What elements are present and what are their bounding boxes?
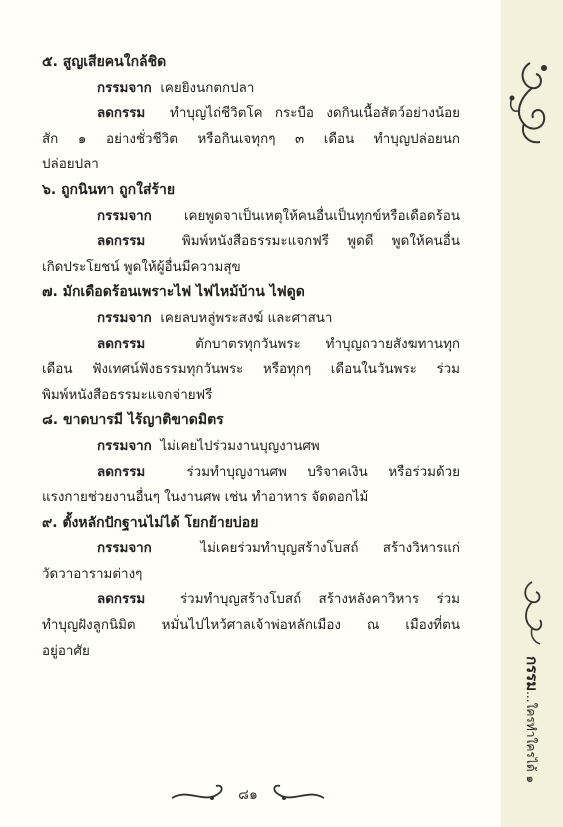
remedy-text: พิมพ์หนังสือธรรมะแจกฟรี พูดดี พูดให้คนอื่น — [181, 234, 460, 250]
cause-label: กรรมจาก — [97, 80, 152, 96]
flourish-ornament-icon — [500, 58, 560, 148]
cause-text: ไม่เคยไปร่วมงานบุญงานศพ — [160, 438, 320, 454]
cause-text: เคยลบหลู่พระสงฆ์ และศาสนา — [160, 310, 333, 326]
cause-text: ไม่เคยร่วมทำบุญสร้างโบสถ์ สร้างวิหารแก่ — [200, 541, 461, 557]
section-heading: ๗. มักเดือดร้อนเพราะไฟ ไฟไหม้บ้าน ไฟดูด — [42, 284, 305, 301]
section-heading: ๙. ตั้งหลักปักฐานไม่ได้ โยกย้ายบ่อย — [42, 514, 259, 531]
remedy-text: พิมพ์หนังสือธรรมะแจกจ่ายฟรี — [42, 387, 213, 403]
page-number: ๘๑ — [238, 787, 258, 803]
remedy-text: เดือน ฟังเทศน์ฟังธรรมทุกวันพระ หรือทุกๆ เดือนในวันพระ ร่วม — [42, 362, 460, 378]
remedy-label: ลดกรรม — [97, 106, 146, 122]
small-flourish-icon — [512, 578, 552, 648]
remedy-line — [42, 229, 460, 255]
cause-line — [42, 434, 460, 460]
cause-label: กรรมจาก — [97, 208, 152, 224]
section-6 — [42, 178, 460, 280]
document-body — [42, 50, 460, 664]
cause-line — [42, 306, 460, 332]
cause-label: กรรมจาก — [97, 438, 152, 454]
remedy-label: ลดกรรม — [97, 336, 146, 352]
remedy-text: เกิดประโยชน์ พูดให้ผู้อื่นมีความสุข — [42, 259, 241, 275]
section-8 — [42, 408, 460, 510]
book-title-label — [520, 656, 544, 783]
remedy-text: แรงกายช่วยงานอื่นๆ ในงานศพ เช่น ทำอาหาร จัดดอกไม้ — [42, 490, 369, 506]
cause-line — [42, 76, 460, 102]
remedy-line — [42, 460, 460, 486]
cause-text: วัดวาอารามต่างๆ — [42, 566, 143, 582]
remedy-text: อยู่อาศัย — [42, 643, 90, 659]
remedy-text: ร่วมทำบุญงานศพ บริจาคเงิน หรือร่วมด้วย — [186, 464, 461, 480]
book-subtitle: ...ใครทำใครได้ ๑ — [524, 691, 538, 784]
remedy-text: สัก ๑ อย่างชั่วชีวิต หรือกินเจทุกๆ ๓ เดือน ทำบุญปล่อยนก — [42, 131, 460, 147]
remedy-text: ปล่อยปลา — [42, 157, 99, 173]
cause-label: กรรมจาก — [97, 310, 152, 326]
cause-text: เคยยิงนกตกปลา — [160, 80, 255, 96]
remedy-label: ลดกรรม — [97, 234, 146, 250]
section-heading: ๘. ขาดบารมี ไร้ญาติขาดมิตร — [42, 412, 224, 429]
cause-label: กรรมจาก — [97, 541, 152, 557]
remedy-text: ตักบาตรทุกวันพระ ทำบุญถวายสังฆทานทุก — [195, 336, 460, 352]
section-9 — [42, 511, 460, 665]
remedy-text: ร่วมทำบุญสร้างโบสถ์ สร้างหลังคาวิหาร ร่วม — [179, 592, 460, 608]
section-7 — [42, 280, 460, 408]
book-title: กรรม — [523, 656, 541, 692]
cause-line — [42, 204, 460, 230]
remedy-label: ลดกรรม — [97, 464, 146, 480]
remedy-text: ทำบุญไถ่ชีวิตโค กระบือ งดกินเนื้อสัตว์อย่างน้อย — [170, 106, 460, 122]
cause-text: เคยพูดจาเป็นเหตุให้คนอื่นเป็นทุกข์หรือเดือดร้อน — [183, 208, 460, 224]
remedy-label: ลดกรรม — [97, 592, 146, 608]
section-heading: ๕. สูญเสียคนใกล้ชิด — [42, 54, 167, 70]
section-5 — [42, 50, 460, 178]
cause-line — [42, 536, 460, 562]
remedy-text: ทำบุญฝังลูกนิมิต หมั่นไปไหว้ศาลเจ้าพ่อหลักเมือง ณ เมืองที่ตน — [42, 618, 460, 634]
remedy-line — [42, 332, 460, 358]
remedy-line — [42, 587, 460, 613]
remedy-line — [42, 101, 460, 127]
section-heading: ๖. ถูกนินทา ถูกใส่ร้าย — [42, 181, 176, 198]
